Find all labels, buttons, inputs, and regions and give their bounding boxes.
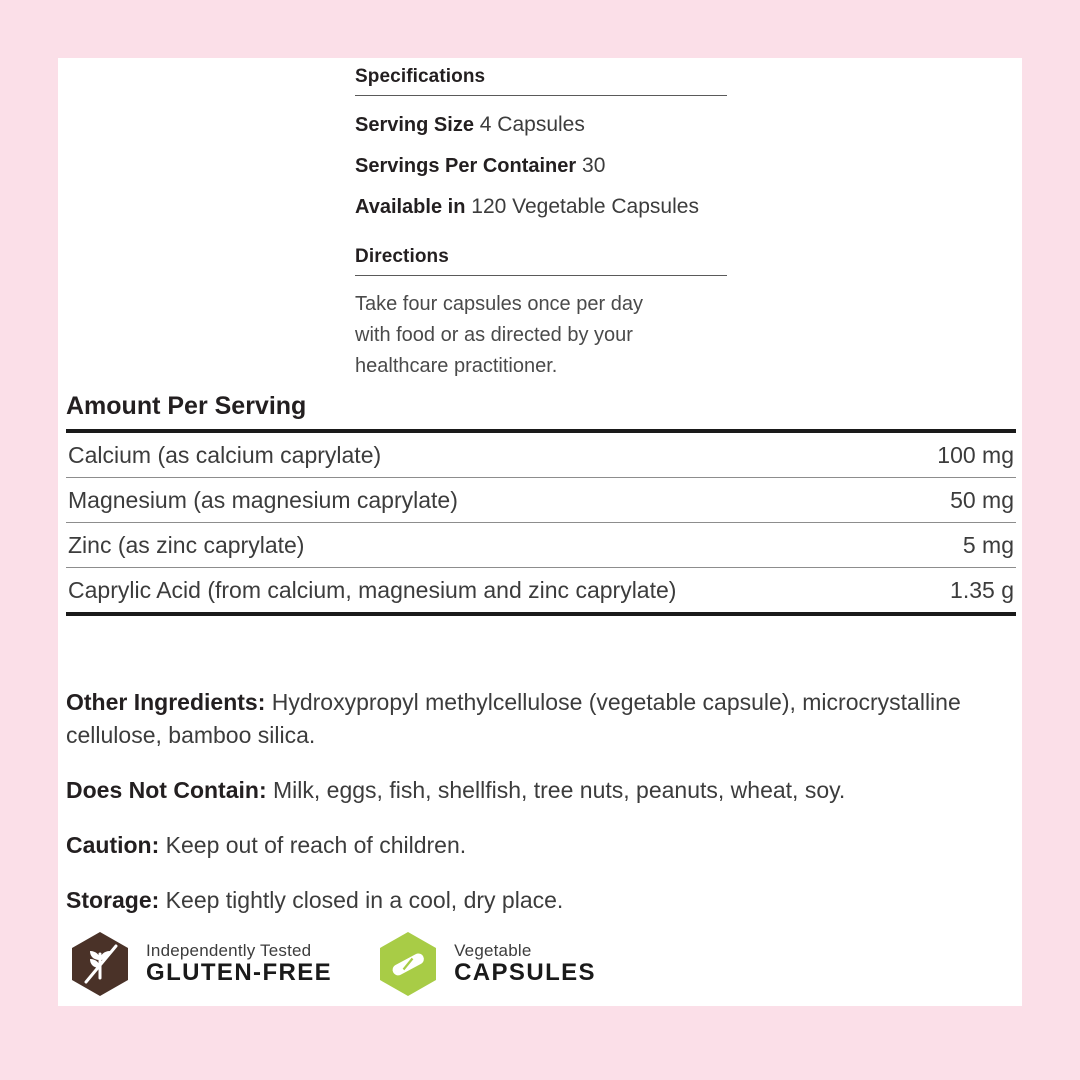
note-text-caution: Keep out of reach of children. bbox=[159, 831, 467, 858]
supplement-facts-table bbox=[66, 392, 1016, 616]
directions-text: Take four capsules once per day with food or as directed by your healthcare practitioner. bbox=[355, 292, 643, 378]
table-row bbox=[66, 523, 1016, 567]
wheat-crossed-hexagon-icon bbox=[66, 930, 134, 998]
badge-gluten-free bbox=[66, 930, 332, 998]
spec-value-serving-size: 4 Capsules bbox=[479, 113, 585, 136]
badge-subtitle-gluten-free: Independently Tested bbox=[146, 941, 312, 961]
note-text-does-not-contain: Milk, eggs, fish, shellfish, tree nuts, peanuts, wheat, soy. bbox=[266, 776, 846, 803]
specifications-block bbox=[355, 66, 727, 383]
label-content bbox=[58, 58, 1022, 1006]
spec-label-available-in: Available in bbox=[355, 196, 466, 219]
note-label-other-ingredients: Other Ingredients: bbox=[66, 689, 266, 715]
nutrient-amount-calcium: 100 mg bbox=[937, 442, 1014, 468]
capsule-hexagon-icon bbox=[374, 930, 442, 998]
nutrient-amount-magnesium: 50 mg bbox=[950, 487, 1014, 513]
specifications-heading: Specifications bbox=[355, 66, 727, 96]
note-caution bbox=[66, 829, 1018, 862]
directions-heading: Directions bbox=[355, 246, 727, 276]
spec-row-servings-per-container bbox=[355, 137, 727, 178]
note-does-not-contain bbox=[66, 774, 1018, 807]
spec-label-servings-per-container: Servings Per Container bbox=[355, 155, 577, 178]
badge-subtitle-vegetable-capsules: Vegetable bbox=[454, 941, 532, 961]
spec-row-available-in bbox=[355, 178, 727, 219]
nutrient-name-caprylic-acid: Caprylic Acid (from calcium, magnesium and zinc caprylate) bbox=[68, 577, 677, 603]
badge-vegetable-capsules bbox=[374, 930, 596, 998]
badge-text-gluten-free bbox=[146, 942, 332, 985]
nutrient-name-magnesium: Magnesium (as magnesium caprylate) bbox=[68, 487, 458, 513]
note-text-storage: Keep tightly closed in a cool, dry place. bbox=[159, 886, 564, 913]
note-label-caution: Caution: bbox=[66, 831, 160, 858]
certification-badges bbox=[66, 930, 596, 998]
note-label-does-not-contain: Does Not Contain: bbox=[66, 776, 267, 803]
table-row bbox=[66, 433, 1016, 477]
nutrient-amount-zinc: 5 mg bbox=[962, 532, 1014, 558]
note-text-other-ingredients: Hydroxypropyl methylcellulose (vegetable capsule), microcrystalline cellulose, bamboo silica. bbox=[66, 689, 961, 748]
nutrient-name-zinc: Zinc (as zinc caprylate) bbox=[68, 532, 305, 558]
table-row bbox=[66, 568, 1016, 612]
nutrient-name-calcium: Calcium (as calcium caprylate) bbox=[68, 442, 382, 468]
note-label-storage: Storage: bbox=[66, 886, 160, 913]
badge-title-vegetable-capsules: CAPSULES bbox=[454, 959, 596, 987]
label-notes bbox=[66, 686, 1018, 938]
badge-text-vegetable-capsules bbox=[454, 942, 596, 985]
amount-per-serving-heading: Amount Per Serving bbox=[66, 392, 307, 420]
table-row bbox=[66, 478, 1016, 522]
spec-row-serving-size bbox=[355, 96, 727, 137]
note-other-ingredients bbox=[66, 686, 1018, 752]
note-storage bbox=[66, 884, 1018, 917]
nutrient-amount-caprylic-acid: 1.35 g bbox=[950, 577, 1014, 603]
product-label-card bbox=[58, 58, 1022, 1006]
badge-title-gluten-free: GLUTEN-FREE bbox=[146, 959, 333, 987]
spec-label-serving-size: Serving Size bbox=[355, 114, 474, 136]
table-bottom-rule bbox=[66, 612, 1016, 616]
spec-value-available-in: 120 Vegetable Capsules bbox=[471, 195, 699, 219]
spec-value-servings-per-container: 30 bbox=[582, 154, 606, 178]
